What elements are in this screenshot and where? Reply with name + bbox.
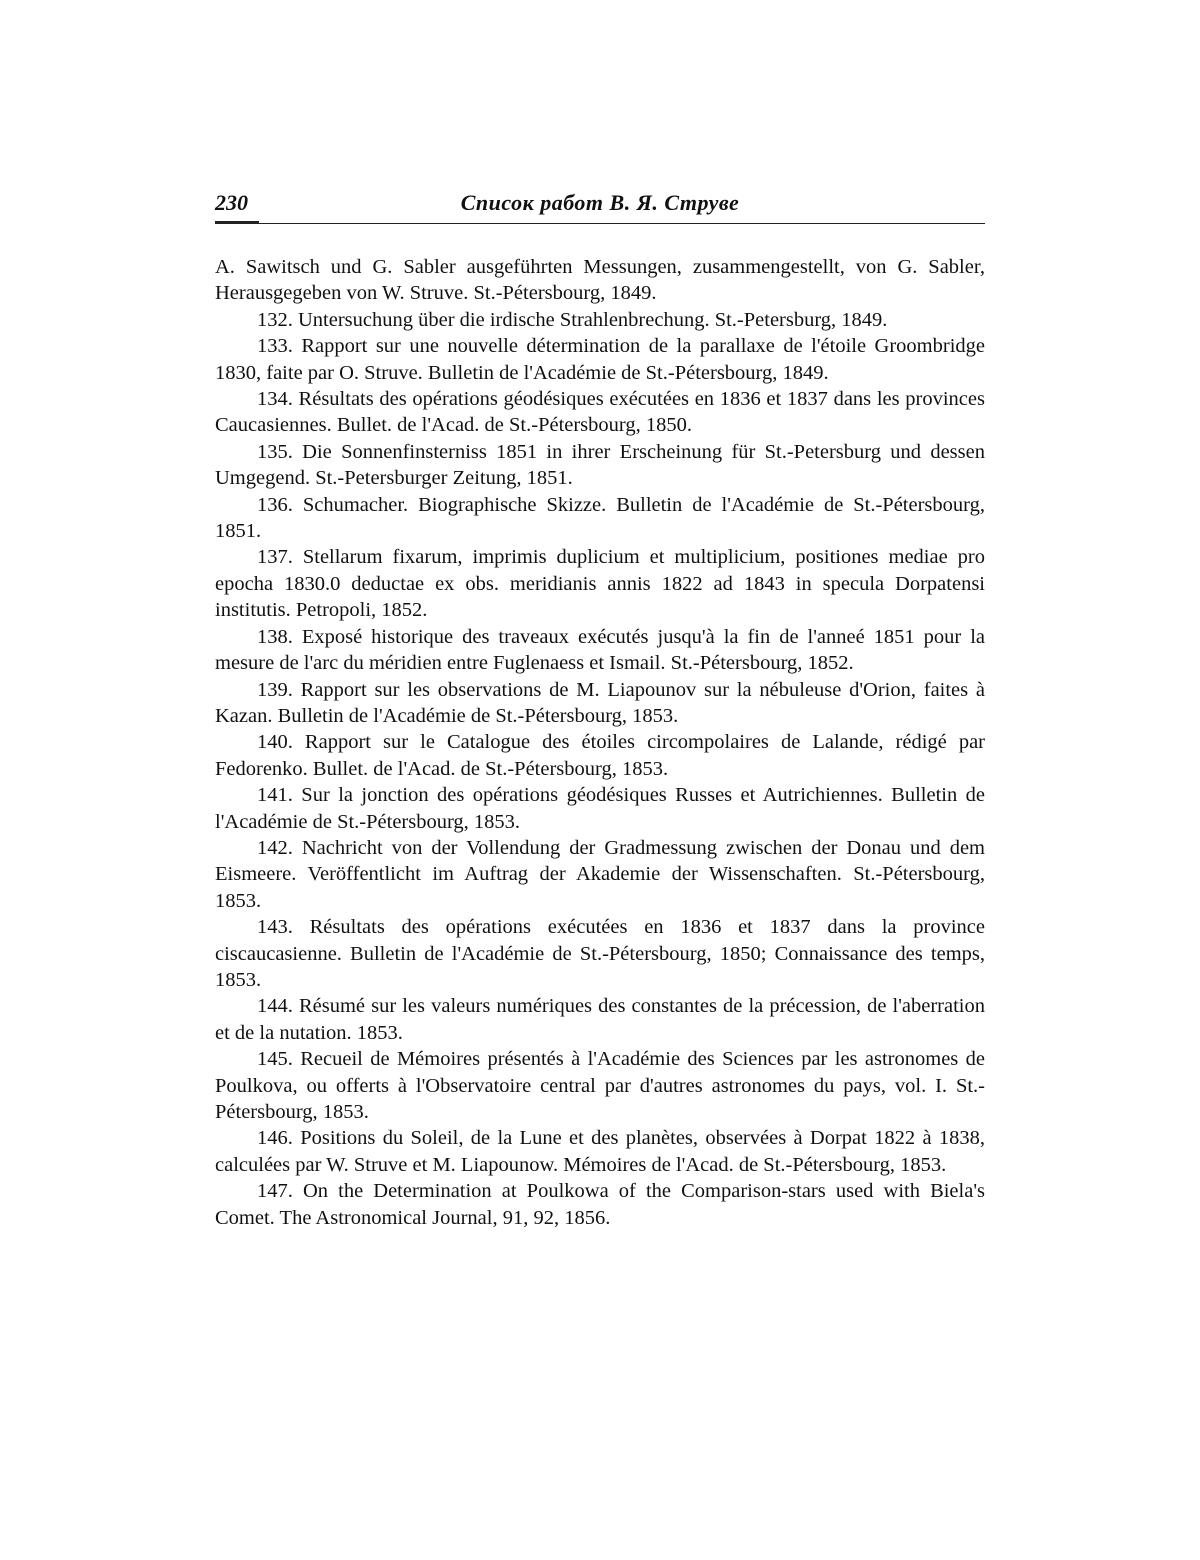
bibliography-list bbox=[215, 254, 985, 1231]
bibliography-entry-147: 147. On the Determination at Poulkowa of the Comparison-stars used with Biela's Comet. The Astronomical Journal, 91, 92, 1856. bbox=[215, 1180, 985, 1229]
running-head bbox=[215, 190, 985, 222]
bibliography-entry-continued: A. Sawitsch und G. Sabler ausgeführten Messungen, zusammengestellt, von G. Sabler, Herausgegeben von W. Struve. St.-Pétersbourg, 1849. bbox=[215, 256, 985, 305]
bibliography-entry-140: 140. Rapport sur le Catalogue des étoiles circompolaires de Lalande, rédigé par Fedorenko. Bullet. de l'Acad. de St.-Pétersbourg, 1853. bbox=[215, 731, 985, 780]
bibliography-entry-132: 132. Untersuchung über die irdische Strahlenbrechung. St.-Petersburg, 1849. bbox=[257, 308, 888, 331]
page-number: 230 bbox=[215, 190, 248, 215]
running-title: Список работ В. Я. Струве bbox=[460, 190, 740, 215]
bibliography-entry-137: 137. Stellarum fixarum, imprimis duplicium et multiplicium, positiones mediae pro epocha 1830.0 deductae ex obs. meridianis annis 1822 ad 1843 in specula Dorpatensi institutis. Petropoli, 1852. bbox=[215, 546, 985, 622]
bibliography-entry-139: 139. Rapport sur les observations de M. Liapounov sur la nébuleuse d'Orion, faites à Kazan. Bulletin de l'Académie de St.-Pétersbourg, 1853. bbox=[215, 678, 985, 727]
bibliography-entry-146: 146. Positions du Soleil, de la Lune et des planètes, observées à Dorpat 1822 à 1838, calculées par W. Struve et M. Liapounow. Mémoires de l'Acad. de St.-Pétersbourg, 1853. bbox=[215, 1127, 985, 1176]
header-rule bbox=[215, 223, 985, 224]
bibliography-entry-138: 138. Exposé historique des traveaux exécutés jusqu'à la fin de l'anneé 1851 pour la mesure de l'arc du méridien entre Fuglenaess et Ismail. St.-Pétersbourg, 1852. bbox=[215, 625, 985, 675]
bibliography-entry-143: 143. Résultats des opérations exécutées en 1836 et 1837 dans la province ciscaucasienne. Bulletin de l'Académie de St.-Pétersbourg, 1850; Connaissance des temps, 1853. bbox=[215, 916, 985, 991]
bibliography-entry-136: 136. Schumacher. Biographische Skizze. Bulletin de l'Académie de St.-Pétersbourg, 1851. bbox=[215, 493, 985, 543]
bibliography-entry-145: 145. Recueil de Mémoires présentés à l'Académie des Sciences par les astronomes de Poulkova, ou offerts à l'Observatoire central par d'autres astronomes du pays, vol. I. St.-Pétersbourg, 1853. bbox=[215, 1048, 985, 1123]
bibliography-entry-141: 141. Sur la jonction des opérations géodésiques Russes et Autrichiennes. Bulletin de l'Académie de St.-Pétersbourg, 1853. bbox=[215, 784, 985, 833]
bibliography-entry-144: 144. Résumé sur les valeurs numériques des constantes de la précession, de l'aberration et de la nutation. 1853. bbox=[215, 995, 985, 1044]
bibliography-entry-134: 134. Résultats des opérations géodésiques exécutées en 1836 et 1837 dans les provinces Caucasiennes. Bullet. de l'Acad. de St.-Pétersbourg, 1850. bbox=[215, 388, 985, 437]
bibliography-entry-133: 133. Rapport sur une nouvelle détermination de la parallaxe de l'étoile Groombridge 1830, faite par O. Struve. Bulletin de l'Académie de St.-Pétersbourg, 1849. bbox=[215, 335, 985, 384]
bibliography-entry-142: 142. Nachricht von der Vollendung der Gradmessung zwischen der Donau und dem Eismeere. Veröffentlicht im Auftrag der Akademie der Wissenschaften. St.-Pétersbourg, 1853. bbox=[215, 836, 985, 912]
bibliography-entry-135: 135. Die Sonnenfinsterniss 1851 in ihrer Erscheinung für St.-Petersburg und dessen Umgegend. St.-Petersburger Zeitung, 1851. bbox=[215, 440, 985, 490]
page-number-underline bbox=[215, 221, 259, 223]
